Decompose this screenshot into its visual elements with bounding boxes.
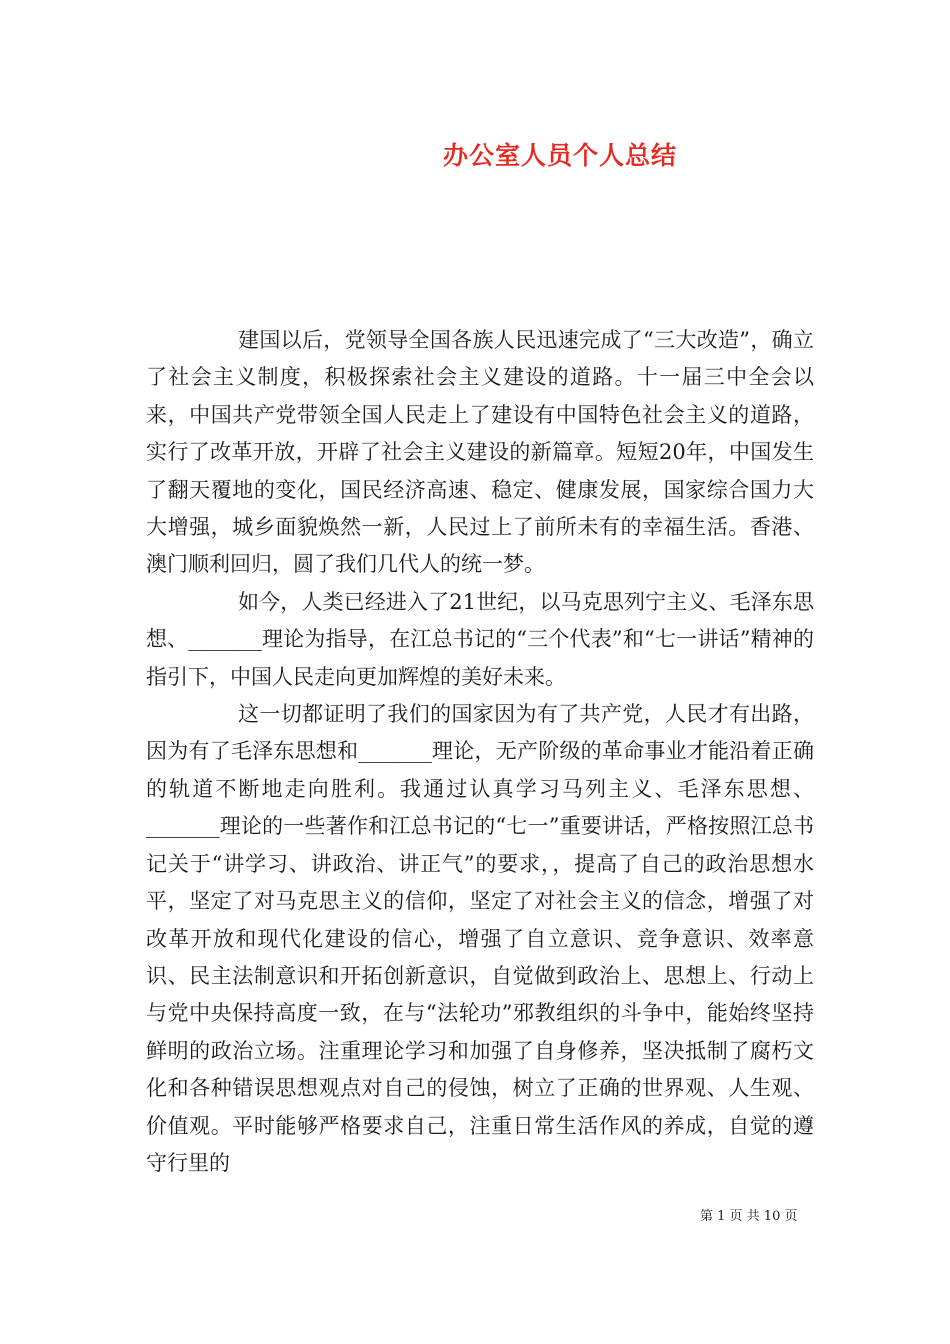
page-number-footer: 第 1 页 共 10 页 xyxy=(700,1209,798,1224)
document-title: 办公室人员个人总结 xyxy=(442,141,677,170)
paragraph-3: 这一切都证明了我们的国家因为有了共产党，人民才有出路，因为有了毛泽东思想和_______理论，无产阶级的革命事业才能沿着正确的轨道不断地走向胜利。我通过认真学习马列主义、毛泽东思想、_______理论的一些著作和江总书记的“七一”重要讲话，严格按照江总书记关于“讲学习、讲政治、讲正气”的要求，，提高了自己的政治思想水平，坚定了对马克思主义的信仰，坚定了对社会主义的信念，增强了对改革开放和现代化建设的信心，增强了自立意识、竞争意识、效率意识、民主法制意识和开拓创新意识，自觉做到政治上、思想上、行动上与党中央保持高度一致，在与“法轮功”邪教组织的斗争中，能始终坚持鲜明的政治立场。注重理论学习和加强了自身修养，坚决抵制了腐朽文化和各种错误思想观点对自己的侵蚀，树立了正确的世界观、人生观、价值观。平时能够严格要求自己，注重日常生活作风的养成，自觉的遵守行里的 xyxy=(146,702,814,1175)
document-body xyxy=(146,322,814,1182)
paragraph-1: 建国以后，党领导全国各族人民迅速完成了“三大改造”，确立了社会主义制度，积极探索社会主义建设的道路。十一届三中全会以来，中国共产党带领全国人民走上了建设有中国特色社会主义的道路，实行了改革开放，开辟了社会主义建设的新篇章。短短20年，中国发生了翻天覆地的变化，国民经济高速、稳定、健康发展，国家综合国力大大增强，城乡面貌焕然一新，人民过上了前所未有的幸福生活。香港、澳门顺利回归，圆了我们几代人的统一梦。 xyxy=(146,328,814,577)
paragraph-2: 如今，人类已经进入了21世纪，以马克思列宁主义、毛泽东思想、_______理论为指导，在江总书记的“三个代表”和“七一讲话”精神的指引下，中国人民走向更加辉煌的美好未来。 xyxy=(146,589,814,689)
